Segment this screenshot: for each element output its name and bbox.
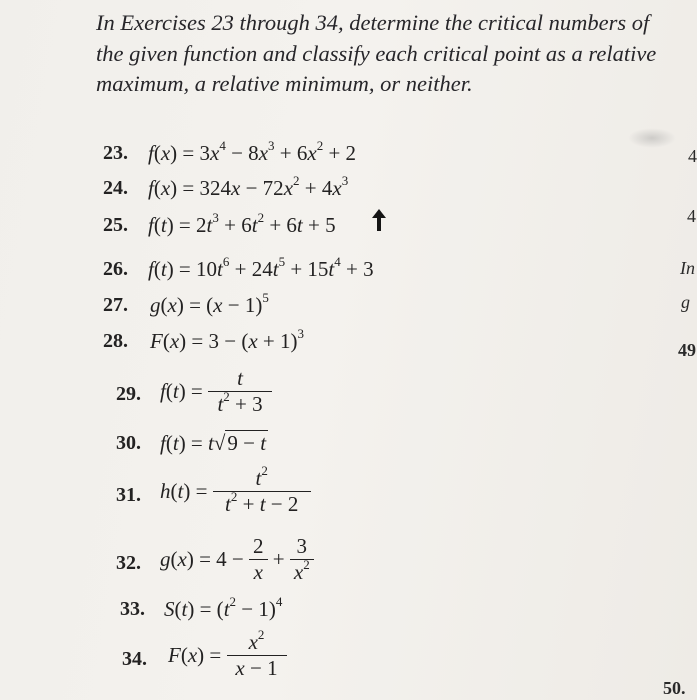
- exercise-26-equation: $f(t) = 10t^6 + 24t^5 + 15t^4 + 3$: [148, 254, 374, 281]
- edge-fragment: g: [681, 292, 690, 312]
- exercise-23-equation: $f(x) = 3x^4 - 8x^3 + 6x^2 + 2$: [148, 138, 357, 165]
- exercise-number: 31.: [116, 484, 141, 506]
- exercise-number: 27.: [103, 294, 128, 316]
- exercise-27-equation: $g(x) = (x - 1)^5$: [150, 290, 269, 317]
- mouse-cursor-icon: [372, 209, 386, 231]
- exercise-number: 32.: [116, 552, 141, 574]
- exercise-31-equation: h(t) = $\frac{t^2}{t^2 + t - 2}$: [160, 466, 311, 517]
- edge-fragment: 50.: [663, 678, 686, 698]
- exercise-number: 28.: [103, 330, 128, 352]
- exercise-24-equation: $f(x) = 324x - 72x^2 + 4x^3$: [148, 173, 349, 200]
- exercise-30-equation: f(t) = t√9 − t: [160, 431, 267, 455]
- exercise-number: 34.: [122, 648, 147, 670]
- edge-fragment: 4: [687, 206, 696, 226]
- edge-fragment: 4: [688, 146, 697, 166]
- exercise-number: 25.: [103, 214, 128, 236]
- edge-fragment: 49: [678, 340, 696, 360]
- exercise-28-equation: $F(x) = 3 - (x + 1)^3$: [150, 326, 305, 353]
- exercise-number: 33.: [120, 598, 145, 620]
- exercise-number: 26.: [103, 258, 128, 280]
- exercise-number: 23.: [103, 142, 128, 164]
- paper-smudge: [628, 128, 676, 148]
- exercise-instructions: In Exercises 23 through 34, determine the critical numbers of the given function and classify each critical point as a relative maximum, a relative minimum, or neither.: [96, 10, 657, 96]
- exercise-number: 29.: [116, 383, 141, 405]
- exercise-25-equation: $f(t) = 2t^3 + 6t^2 + 6t + 5$: [148, 210, 336, 237]
- exercise-number: 30.: [116, 432, 141, 454]
- exercise-33-equation: $S(t) = (t^2 - 1)^4$: [164, 594, 283, 621]
- exercise-34-equation: F(x) = $\frac{x^2}{x - 1}$: [168, 630, 287, 681]
- exercise-number: 24.: [103, 177, 128, 199]
- edge-fragment: In: [680, 258, 695, 278]
- exercise-29-equation: f(t) = $\frac{t}{t^2 + 3}$: [160, 366, 272, 417]
- exercise-32-equation: g(x) = 4 − $\frac{2}{x}$ + $\frac{3}{x^2}$: [160, 534, 314, 585]
